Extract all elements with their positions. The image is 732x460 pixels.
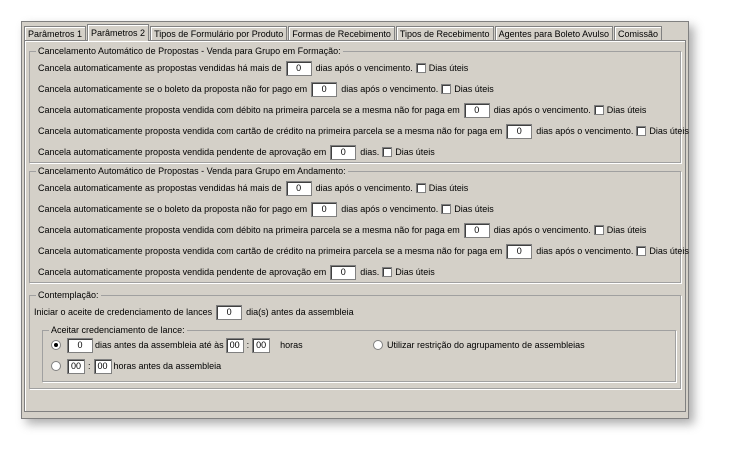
row-text: dias após o vencimento. [536, 246, 634, 256]
dias-uteis-checkbox[interactable] [416, 63, 426, 73]
days-input[interactable]: 0 [330, 265, 356, 280]
dias-uteis-checkbox[interactable] [594, 105, 604, 115]
andamento-row-5 [38, 264, 435, 280]
days-input[interactable]: 0 [464, 223, 490, 238]
tab-tipos-recebimento[interactable]: Tipos de Recebimento [396, 26, 494, 41]
dias-uteis-checkbox[interactable] [594, 225, 604, 235]
tab-comissao[interactable]: Comissão [614, 26, 662, 41]
dias-uteis-checkbox[interactable] [441, 204, 451, 214]
row-text: Cancela automaticamente as propostas vendidas há mais de [38, 183, 282, 193]
row-text: Cancela automaticamente proposta vendida com débito na primeira parcela se a mesma não for paga em [38, 225, 460, 235]
tab-agentes-boleto[interactable]: Agentes para Boleto Avulso [495, 26, 613, 41]
checkbox-label: Dias úteis [428, 183, 469, 193]
row-text: horas antes da assembleia [113, 361, 222, 371]
time-separator: : [88, 361, 91, 371]
row-text: Cancela automaticamente se o boleto da proposta não for pago em [38, 84, 308, 94]
row-text: Cancela automaticamente as propostas vendidas há mais de [38, 63, 282, 73]
time-separator: : [246, 340, 250, 350]
row-text: Cancela automaticamente proposta vendida pendente de aprovação em [38, 147, 327, 157]
option-2-radio[interactable] [51, 361, 61, 371]
row-text: dias antes da assembleia até às [95, 340, 224, 350]
group-aceitar-lance [42, 325, 676, 382]
formacao-row-2 [38, 81, 494, 97]
row-text: Cancela automaticamente proposta vendida com débito na primeira parcela se a mesma não for paga em [38, 105, 460, 115]
tab-formas-recebimento[interactable]: Formas de Recebimento [288, 26, 395, 41]
group-formacao-title: Cancelamento Automático de Propostas - Venda para Grupo em Formação: [38, 46, 341, 56]
dias-uteis-checkbox[interactable] [441, 84, 451, 94]
andamento-row-4 [38, 243, 689, 259]
iniciar-aceite-row [34, 304, 354, 320]
group-andamento-title: Cancelamento Automático de Propostas - Venda para Grupo em Andamento: [38, 166, 346, 176]
row-text: dia(s) antes da assembleia [246, 307, 354, 317]
group-formacao [29, 46, 689, 163]
formacao-row-4 [38, 123, 689, 139]
tab-panel [24, 40, 689, 412]
row-text: dias após o vencimento. [315, 63, 413, 73]
andamento-row-3 [38, 222, 646, 238]
tab-parametros-2[interactable]: Parâmetros 2 [87, 24, 149, 41]
dias-uteis-checkbox[interactable] [416, 183, 426, 193]
dias-uteis-checkbox[interactable] [636, 126, 646, 136]
row-text: dias após o vencimento. [315, 183, 413, 193]
group-contemplacao [29, 290, 681, 389]
days-input[interactable]: 0 [464, 103, 490, 118]
opt1-minute-input[interactable]: 00 [252, 338, 270, 353]
option-1-radio[interactable] [51, 340, 61, 350]
days-input[interactable]: 0 [311, 202, 337, 217]
iniciar-days-input[interactable]: 0 [216, 305, 242, 320]
group-aceitar-title: Aceitar credenciamento de lance: [51, 325, 185, 335]
row-text: Cancela automaticamente se o boleto da proposta não for pago em [38, 204, 308, 214]
checkbox-label: Dias úteis [454, 204, 494, 214]
row-text: dias. [360, 147, 380, 157]
opt2-hour-input[interactable]: 00 [67, 359, 85, 374]
group-andamento [29, 166, 689, 283]
row-text: dias após o vencimento. [341, 204, 439, 214]
dias-uteis-checkbox[interactable] [382, 267, 392, 277]
days-input[interactable]: 0 [311, 82, 337, 97]
andamento-row-1 [38, 180, 468, 196]
checkbox-label: Dias úteis [428, 63, 469, 73]
option-3-radio[interactable] [373, 340, 383, 350]
row-text: Iniciar o aceite de credenciamento de lances [34, 307, 213, 317]
andamento-row-2 [38, 201, 494, 217]
tab-parametros-1[interactable]: Parâmetros 1 [24, 26, 86, 41]
row-text: dias após o vencimento. [493, 225, 591, 235]
aceitar-option-3 [373, 337, 585, 353]
tab-tipos-formulario[interactable]: Tipos de Formulário por Produto [150, 26, 287, 41]
opt2-minute-input[interactable]: 00 [94, 359, 112, 374]
row-text: Cancela automaticamente proposta vendida com cartão de crédito na primeira parcela se a mesma não for paga em [38, 126, 503, 136]
opt1-days-input[interactable]: 0 [67, 338, 93, 353]
days-input[interactable]: 0 [286, 181, 312, 196]
row-text: dias após o vencimento. [493, 105, 591, 115]
checkbox-label: Dias úteis [649, 126, 689, 136]
dias-uteis-checkbox[interactable] [636, 246, 646, 256]
checkbox-label: Dias úteis [606, 225, 647, 235]
aceitar-option-2 [51, 358, 221, 374]
checkbox-label: Dias úteis [395, 147, 435, 157]
tab-strip [24, 24, 663, 41]
formacao-row-3 [38, 102, 646, 118]
days-input[interactable]: 0 [506, 124, 532, 139]
checkbox-label: Dias úteis [395, 267, 435, 277]
row-text: Cancela automaticamente proposta vendida pendente de aprovação em [38, 267, 327, 277]
days-input[interactable]: 0 [330, 145, 356, 160]
group-contemplacao-title: Contemplação: [38, 290, 99, 300]
row-text: dias após o vencimento. [536, 126, 634, 136]
aceitar-option-1 [51, 337, 303, 353]
days-input[interactable]: 0 [286, 61, 312, 76]
row-text: Utilizar restrição do agrupamento de assembleias [387, 340, 585, 350]
checkbox-label: Dias úteis [454, 84, 494, 94]
row-text: dias após o vencimento. [341, 84, 439, 94]
parameters-window [21, 21, 689, 419]
row-text: horas [280, 340, 303, 350]
formacao-row-1 [38, 60, 468, 76]
dias-uteis-checkbox[interactable] [382, 147, 392, 157]
days-input[interactable]: 0 [506, 244, 532, 259]
checkbox-label: Dias úteis [649, 246, 689, 256]
checkbox-label: Dias úteis [606, 105, 647, 115]
row-text: Cancela automaticamente proposta vendida com cartão de crédito na primeira parcela se a mesma não for paga em [38, 246, 503, 256]
opt1-hour-input[interactable]: 00 [226, 338, 244, 353]
formacao-row-5 [38, 144, 435, 160]
row-text: dias. [360, 267, 380, 277]
